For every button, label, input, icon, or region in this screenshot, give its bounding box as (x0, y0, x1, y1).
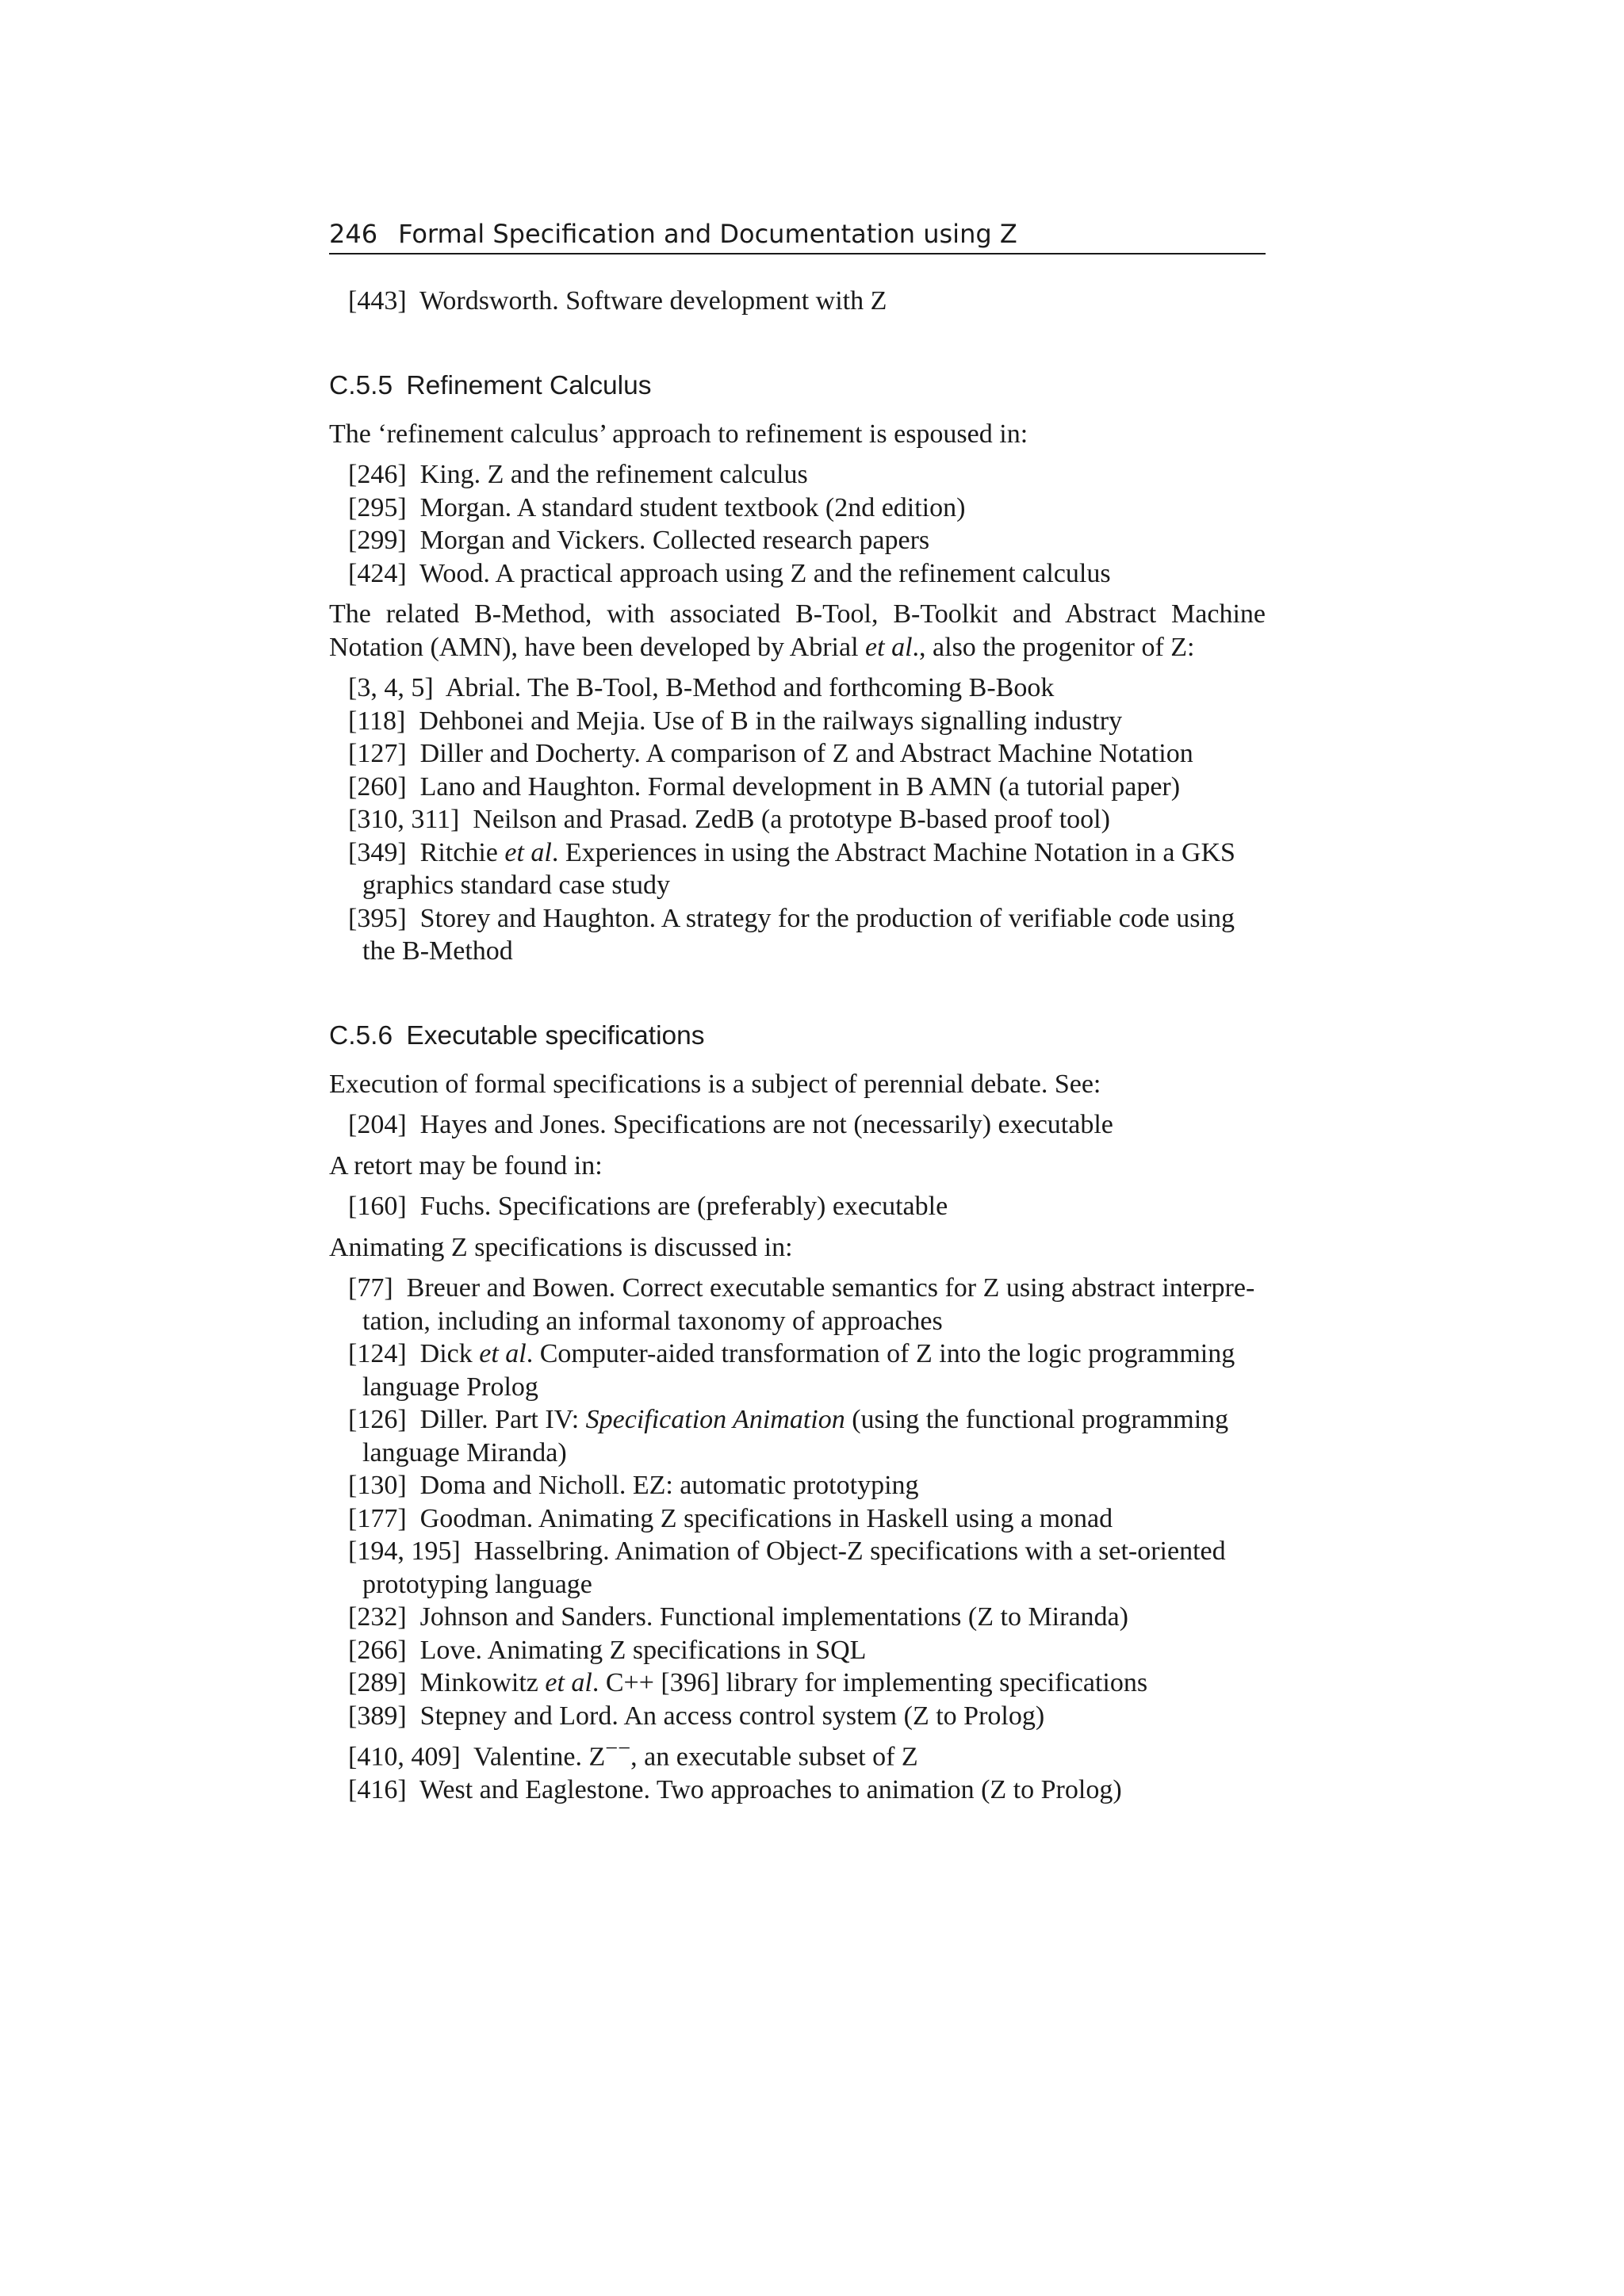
reference-item: [126] Diller. Part IV: Specification Animation (using the functional programming language Miranda) (348, 1405, 1229, 1468)
reference-item: [424] Wood. A practical approach using Z and the refinement calculus (348, 558, 1111, 588)
paragraph: The related B-Method, with associated B-Tool, B-Toolkit and Abstract Machine Notation (AMN), have been developed by Abrial et al., also the progenitor of Z: (329, 599, 1266, 662)
reference-item: [410, 409] Valentine. Z−−, an executable subset of Z (348, 1736, 918, 1772)
page-body (329, 281, 1266, 1811)
reference-item: [443] Wordsworth. Software development with Z (348, 286, 887, 316)
reference-item: [246] King. Z and the refinement calculus (348, 460, 808, 489)
reference-item: [127] Diller and Docherty. A comparison of Z and Abstract Machine Notation (348, 739, 1193, 768)
reference-item: [310, 311] Neilson and Prasad. ZedB (a prototype B-based proof tool) (348, 805, 1110, 834)
reference-item: [395] Storey and Haughton. A strategy for the production of verifiable code using the B-Method (348, 903, 1235, 966)
reference-item: [389] Stepney and Lord. An access control system (Z to Prolog) (348, 1701, 1045, 1731)
running-title: Formal Specification and Documentation using Z (398, 219, 1017, 249)
reference-item: [194, 195] Hasselbring. Animation of Object-Z specifications with a set-oriented prototyping language (348, 1536, 1226, 1599)
reference-item: [204] Hayes and Jones. Specifications are not (necessarily) executable (348, 1110, 1113, 1139)
paragraph: A retort may be found in: (329, 1150, 603, 1181)
reference-list (329, 1190, 1266, 1223)
reference-item: [118] Dehbonei and Mejia. Use of B in the railways signalling industry (348, 706, 1123, 736)
running-header (329, 215, 1266, 254)
section-heading-refinement-calculus: C.5.5 Refinement Calculus (329, 370, 652, 400)
reference-item: [3, 4, 5] Abrial. The B-Tool, B-Method and forthcoming B-Book (348, 673, 1055, 702)
section-heading-executable-specifications: C.5.6 Executable specifications (329, 1020, 705, 1050)
reference-item: [130] Doma and Nicholl. EZ: automatic prototyping (348, 1471, 919, 1500)
reference-item: [289] Minkowitz et al. C++ [396] library for implementing specifications (348, 1668, 1148, 1697)
reference-list (329, 285, 1266, 318)
paragraph: Animating Z specifications is discussed in: (329, 1232, 793, 1262)
page-number: 246 (329, 219, 378, 249)
reference-list (329, 458, 1266, 590)
paragraph: The ‘refinement calculus’ approach to refinement is espoused in: (329, 419, 1028, 449)
reference-list (329, 1272, 1266, 1806)
reference-item: [295] Morgan. A standard student textbook (2nd edition) (348, 492, 966, 522)
paragraph: Execution of formal specifications is a subject of perennial debate. See: (329, 1069, 1101, 1099)
reference-list (329, 672, 1266, 968)
reference-item: [232] Johnson and Sanders. Functional implementations (Z to Miranda) (348, 1602, 1128, 1632)
reference-item: [260] Lano and Haughton. Formal development in B AMN (a tutorial paper) (348, 771, 1181, 802)
reference-item: [124] Dick et al. Computer-aided transformation of Z into the logic programming language Prolog (348, 1339, 1235, 1402)
reference-item: [349] Ritchie et al. Experiences in using the Abstract Machine Notation in a GKS graphics standard case study (348, 837, 1235, 900)
reference-item: [77] Breuer and Bowen. Correct executable semantics for Z using abstract interpre- tation, including an informal taxonomy of approaches (348, 1273, 1255, 1336)
reference-item: [160] Fuchs. Specifications are (preferably) executable (348, 1192, 948, 1221)
reference-item: [177] Goodman. Animating Z specifications in Haskell using a monad (348, 1503, 1113, 1533)
reference-item: [266] Love. Animating Z specifications in SQL (348, 1635, 867, 1665)
reference-item: [299] Morgan and Vickers. Collected research papers (348, 526, 930, 555)
reference-item: [416] West and Eaglestone. Two approaches to animation (Z to Prolog) (348, 1774, 1122, 1804)
reference-list (329, 1108, 1266, 1142)
